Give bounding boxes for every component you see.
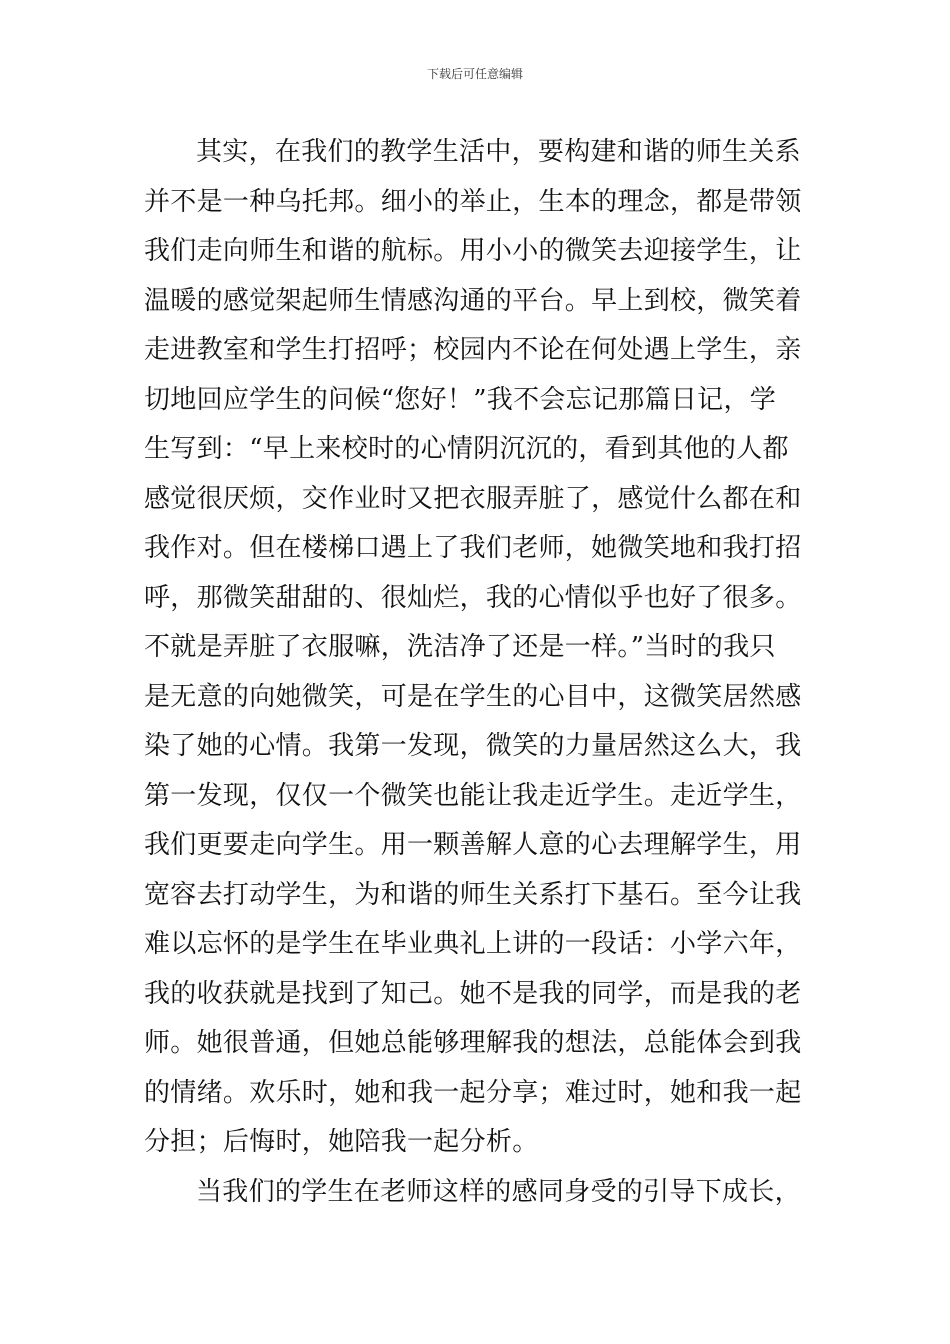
paragraph-1-line-17: 难以忘怀的是学生在毕业典礼上讲的一段话：小学六年， xyxy=(144,929,802,959)
page-header: 下载后可任意编辑 xyxy=(426,67,523,81)
paragraph-1-line-11: 不就是弄脏了衣服嘛，洗洁净了还是一样。”当时的我只 xyxy=(144,632,776,662)
paragraph-1-line-18: 我的收获就是找到了知己。她不是我的同学，而是我的老 xyxy=(144,978,802,1009)
paragraph-1-line-9: 我作对。但在楼梯口遇上了我们老师，她微笑地和我打招 xyxy=(144,533,802,563)
paragraph-1-line-13: 染了她的心情。我第一发现，微笑的力量居然这么大，我 xyxy=(144,731,802,761)
paragraph-1-line-14: 第一发现，仅仅一个微笑也能让我走近学生。走近学生， xyxy=(144,780,802,811)
paragraph-1-line-16: 宽容去打动学生，为和谐的师生关系打下基石。至今让我 xyxy=(144,879,802,910)
paragraph-1-line-12: 是无意的向她微笑，可是在学生的心目中，这微笑居然感 xyxy=(144,681,802,712)
paragraph-1-line-6: 切地回应学生的问候“您好！”我不会忘记那篇日记，学 xyxy=(144,384,777,415)
paragraph-1-line-20: 的情绪。欢乐时，她和我一起分享；难过时，她和我一起 xyxy=(144,1077,802,1108)
paragraph-2-line-1: 当我们的学生在老师这样的感同身受的引导下成长， xyxy=(196,1176,801,1207)
body-text xyxy=(144,128,806,1217)
paragraph-1-line-15: 我们更要走向学生。用一颗善解人意的心去理解学生，用 xyxy=(144,830,802,860)
paragraph-1-line-2: 并不是一种乌托邦。细小的举止，生本的理念，都是带领 xyxy=(144,186,802,217)
paragraph-1-line-19: 师。她很普通，但她总能够理解我的想法，总能体会到我 xyxy=(144,1028,802,1058)
paragraph-1-line-1: 其实，在我们的教学生活中，要构建和谐的师生关系 xyxy=(196,137,801,167)
paragraph-1-line-10: 呼，那微笑甜甜的、很灿烂，我的心情似乎也好了很多。 xyxy=(144,582,802,613)
paragraph-1-line-5: 走进教室和学生打招呼；校园内不论在何处遇上学生，亲 xyxy=(144,335,802,365)
paragraph-1-line-4: 温暖的感觉架起师生情感沟通的平台。早上到校，微笑着 xyxy=(144,285,802,316)
paragraph-1-line-7: 生写到：“早上来校时的心情阴沉沉的，看到其他的人都 xyxy=(144,434,789,464)
paragraph-1-line-21: 分担；后悔时，她陪我一起分析。 xyxy=(144,1127,539,1157)
paragraph-1-line-8: 感觉很厌烦，交作业时又把衣服弄脏了，感觉什么都在和 xyxy=(144,483,802,514)
paragraph-1-line-3: 我们走向师生和谐的航标。用小小的微笑去迎接学生，让 xyxy=(144,236,802,266)
